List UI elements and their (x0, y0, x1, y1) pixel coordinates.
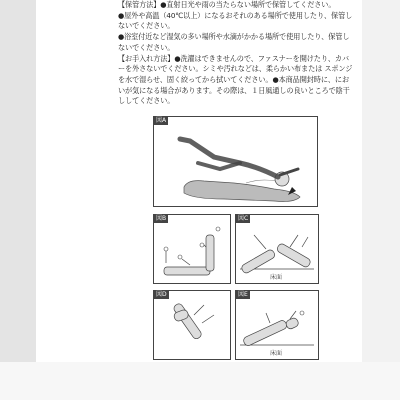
figure-d (153, 290, 231, 360)
manual-text (118, 0, 356, 107)
storage-paragraph (118, 0, 356, 11)
figure-d-label: 図D (156, 291, 167, 298)
figure-c (235, 214, 319, 284)
storage-line-2: ●屋外や高温（40℃以上）になるおそれのある場所で使用したり、保管しないでください。 (118, 10, 353, 31)
figure-a-label: 図A (156, 117, 167, 124)
right-margin (362, 0, 400, 362)
figure-d-illustration (154, 291, 230, 359)
care-heading: 【お手入れ方法】 (118, 53, 175, 63)
figure-a-illustration (154, 117, 317, 206)
care-text: ●洗濯はできませんので、ファスナーを開けたり、カバーを外さないでください。シミや汚れなどは、柔らかい布または スポンジを水で湿らせ、固く絞ってから拭いてください。●本商品開封時に、においが気になる場合があります。その際は、１日風通しの良いところで陰干ししてください。 (118, 53, 353, 106)
storage-heading: 【保管方法】 (118, 0, 161, 9)
figure-a (153, 116, 318, 207)
figure-e-floor-label: 床面 (270, 350, 283, 357)
figure-b-label: 図B (156, 215, 167, 222)
figure-e (235, 290, 319, 360)
figure-e-label: 図E (238, 291, 248, 298)
storage-line-3: ●浴室付近など湿気の多い場所や水滴がかかる場所で使用したり、保管しないでください。 (118, 32, 350, 52)
bottom-margin (0, 362, 400, 400)
storage-line-1: ●直射日光や雨の当たらない場所で保管してください。 (160, 0, 336, 9)
figure-c-label: 図C (238, 215, 249, 222)
left-margin (0, 0, 36, 362)
figure-b (153, 214, 231, 284)
care-paragraph (118, 54, 356, 108)
figure-b-illustration (154, 215, 230, 283)
figure-c-floor-label: 床面 (270, 274, 283, 281)
